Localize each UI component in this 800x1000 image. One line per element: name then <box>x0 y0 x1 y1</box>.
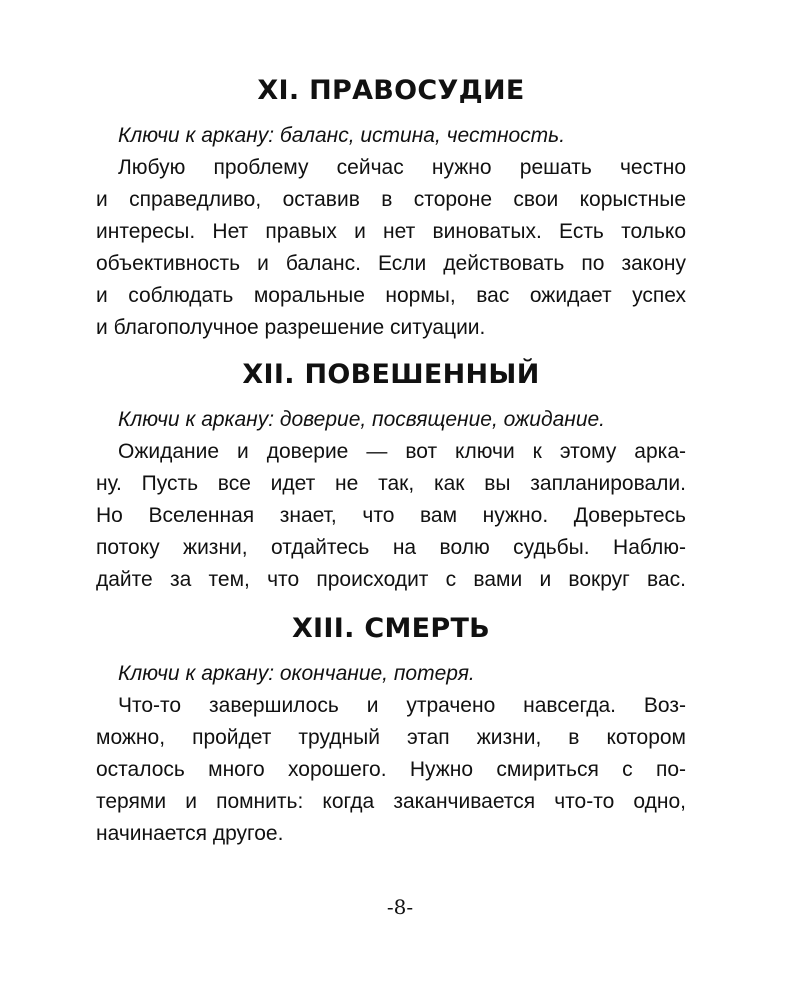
page-content <box>96 62 686 850</box>
paragraph-line: потоку жизни, отдайтесь на волю судьбы. Наблю- <box>96 536 686 559</box>
paragraph-line: объективность и баланс. Если действовать по закону <box>96 252 686 275</box>
paragraph-line: Ожидание и доверие — вот ключи к этому арка- <box>118 440 686 463</box>
section-hanged-man <box>96 346 686 596</box>
section-title: XI. ПРАВОСУДИЕ <box>257 75 525 106</box>
paragraph-line: Что-то завершилось и утрачено навсегда. Воз- <box>118 694 686 717</box>
section-title: XIII. СМЕРТЬ <box>291 613 491 644</box>
page-number: -8- <box>386 895 414 919</box>
paragraph-line: Но Вселенная знает, что вам нужно. Доверьтесь <box>96 504 686 527</box>
paragraph-line: осталось много хорошего. Нужно смириться с по- <box>96 758 686 781</box>
paragraph-line: и справедливо, оставив в стороне свои корыстные <box>96 188 686 211</box>
section-death <box>96 600 686 850</box>
paragraph-line: начинается другое. <box>96 822 284 845</box>
paragraph-line: дайте за тем, что происходит с вами и вокруг вас. <box>96 568 686 591</box>
arcana-keys: Ключи к аркану: баланс, истина, честность. <box>118 124 566 147</box>
section-justice <box>96 62 686 344</box>
paragraph-line: и соблюдать моральные нормы, вас ожидает успех <box>96 284 686 307</box>
section-title: XII. ПОВЕШЕННЫЙ <box>242 359 540 390</box>
paragraph-line: ну. Пусть все идет не так, как вы запланировали. <box>96 472 686 495</box>
arcana-keys: Ключи к аркану: окончание, потеря. <box>118 662 475 685</box>
paragraph-line: Любую проблему сейчас нужно решать честно <box>118 156 686 179</box>
paragraph-line: терями и помнить: когда заканчивается что-то одно, <box>96 790 686 813</box>
arcana-keys: Ключи к аркану: доверие, посвящение, ожидание. <box>118 408 606 431</box>
paragraph-line: можно, пройдет трудный этап жизни, в котором <box>96 726 686 749</box>
paragraph-line: интересы. Нет правых и нет виноватых. Есть только <box>96 220 686 243</box>
paragraph-line: и благополучное разрешение ситуации. <box>96 316 486 339</box>
